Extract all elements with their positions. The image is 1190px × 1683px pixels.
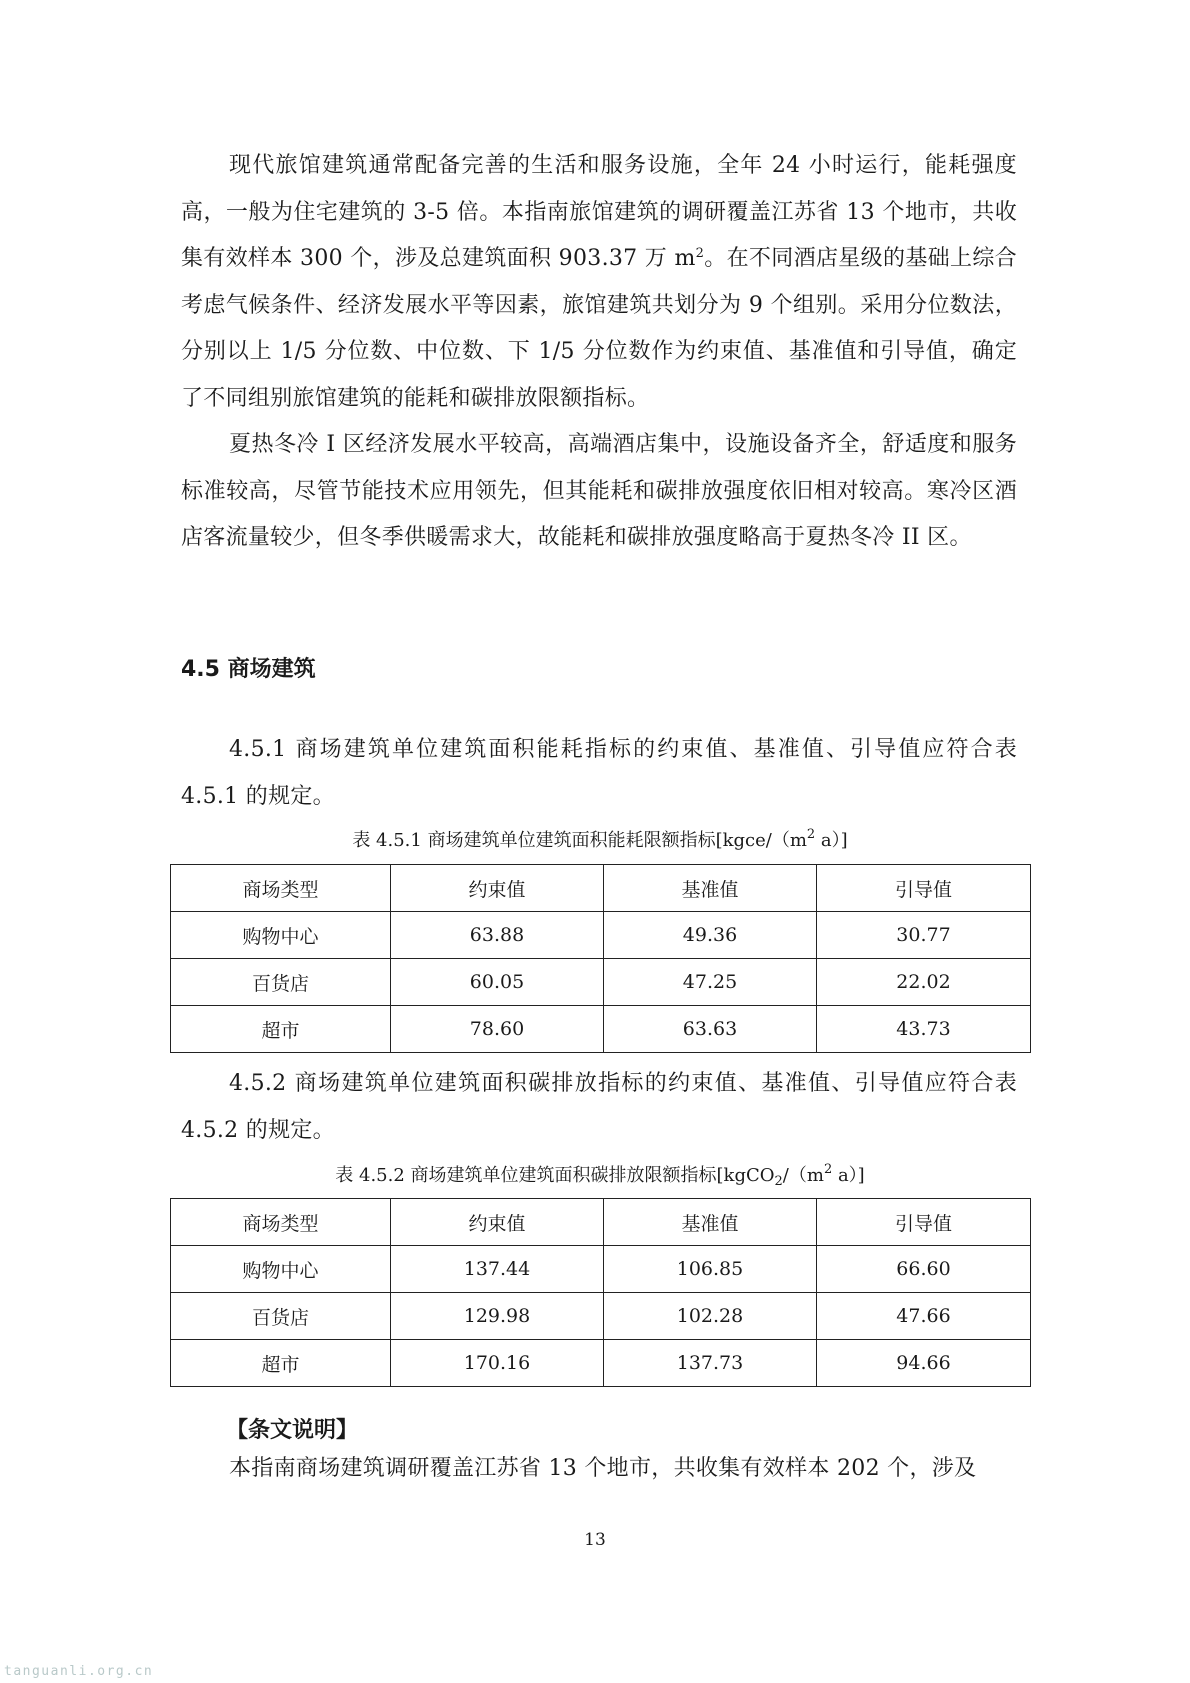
header-cell: 引导值 [817, 1199, 1031, 1246]
hotel-paragraph-1: 现代旅馆建筑通常配备完善的生活和服务设施，全年 24 小时运行，能耗强度高，一般为住宅建筑的 3-5 倍。本指南旅馆建筑的调研覆盖江苏省 13 个地市，共收集有效样本 300 个，涉及总建筑面积 903.37 万 $m^2$。在不同酒店星级的基础上综合考虑气候条件、经济发展水平等因素，旅馆建筑共划分为 9 个组别。采用分位数法，分别以上 1/5 分位数、中位数、下 1/5 分位数作为约束值、基准值和引导值，确定了不同组别旅馆建筑的能耗和碳排放限额指标。 [181, 153, 1017, 411]
table-cell: 137.44 [391, 1246, 604, 1293]
header-cell: 基准值 [604, 865, 817, 912]
header-cell: 约束值 [391, 1199, 604, 1246]
table-cell: 63.88 [391, 912, 604, 959]
table-row [171, 1293, 1031, 1340]
table-cell: 137.73 [604, 1340, 817, 1387]
table-header-row [171, 865, 1031, 912]
header-cell: 商场类型 [171, 865, 391, 912]
table-cell: 170.16 [391, 1340, 604, 1387]
table-row [171, 912, 1031, 959]
table-cell: 超市 [171, 1006, 391, 1053]
table-cell: 129.98 [391, 1293, 604, 1340]
table-row [171, 959, 1031, 1006]
page-number: 13 [584, 1530, 606, 1550]
table-cell: 43.73 [817, 1006, 1031, 1053]
table-cell: 78.60 [391, 1006, 604, 1053]
table-cell: 106.85 [604, 1246, 817, 1293]
table-cell: 22.02 [817, 959, 1031, 1006]
table-cell: 94.66 [817, 1340, 1031, 1387]
table-row [171, 1246, 1031, 1293]
energy-index-table [170, 864, 1031, 1053]
notice-paragraph: 本指南商场建筑调研覆盖江苏省 13 个地市，共收集有效样本 202 个，涉及 [229, 1456, 977, 1481]
table-cell: 47.66 [817, 1293, 1031, 1340]
table-cell: 超市 [171, 1340, 391, 1387]
clause-4-5-2: 4.5.2 商场建筑单位建筑面积碳排放指标的约束值、基准值、引导值应符合表 4.5.2 的规定。 [181, 1071, 1017, 1143]
header-cell: 商场类型 [171, 1199, 391, 1246]
header-cell: 引导值 [817, 865, 1031, 912]
table2-caption: 表 4.5.2 商场建筑单位建筑面积碳排放限额指标[$kgCO_2/(m^2$ a）] [335, 1162, 865, 1189]
table-row [171, 1006, 1031, 1053]
table-row [171, 1340, 1031, 1387]
header-cell: 基准值 [604, 1199, 817, 1246]
table-cell: 百货店 [171, 1293, 391, 1340]
table1-caption: 表 4.5.1 商场建筑单位建筑面积能耗限额指标[$kgce/(m^2$ a）] [352, 827, 848, 851]
table-cell: 百货店 [171, 959, 391, 1006]
section-heading: 4.5 商场建筑 [181, 657, 316, 682]
table-cell: 30.77 [817, 912, 1031, 959]
notice-title: 【条文说明】 [226, 1418, 359, 1443]
header-cell: 约束值 [391, 865, 604, 912]
watermark: tanguanli.org.cn [4, 1664, 154, 1679]
table-cell: 49.36 [604, 912, 817, 959]
table-cell: 47.25 [604, 959, 817, 1006]
clause-4-5-1: 4.5.1 商场建筑单位建筑面积能耗指标的约束值、基准值、引导值应符合表 4.5.1 的规定。 [181, 737, 1017, 809]
table-cell: 102.28 [604, 1293, 817, 1340]
table-header-row [171, 1199, 1031, 1246]
table-cell: 购物中心 [171, 1246, 391, 1293]
table-cell: 63.63 [604, 1006, 817, 1053]
table-cell: 购物中心 [171, 912, 391, 959]
table-cell: 66.60 [817, 1246, 1031, 1293]
carbon-index-table [170, 1198, 1031, 1387]
hotel-paragraph-2: 夏热冬冷 I 区经济发展水平较高，高端酒店集中，设施设备齐全，舒适度和服务标准较高，尽管节能技术应用领先，但其能耗和碳排放强度依旧相对较高。寒冷区酒店客流量较少，但冬季供暖需求大，故能耗和碳排放强度略高于夏热冬冷 II 区。 [181, 432, 1017, 550]
table-cell: 60.05 [391, 959, 604, 1006]
